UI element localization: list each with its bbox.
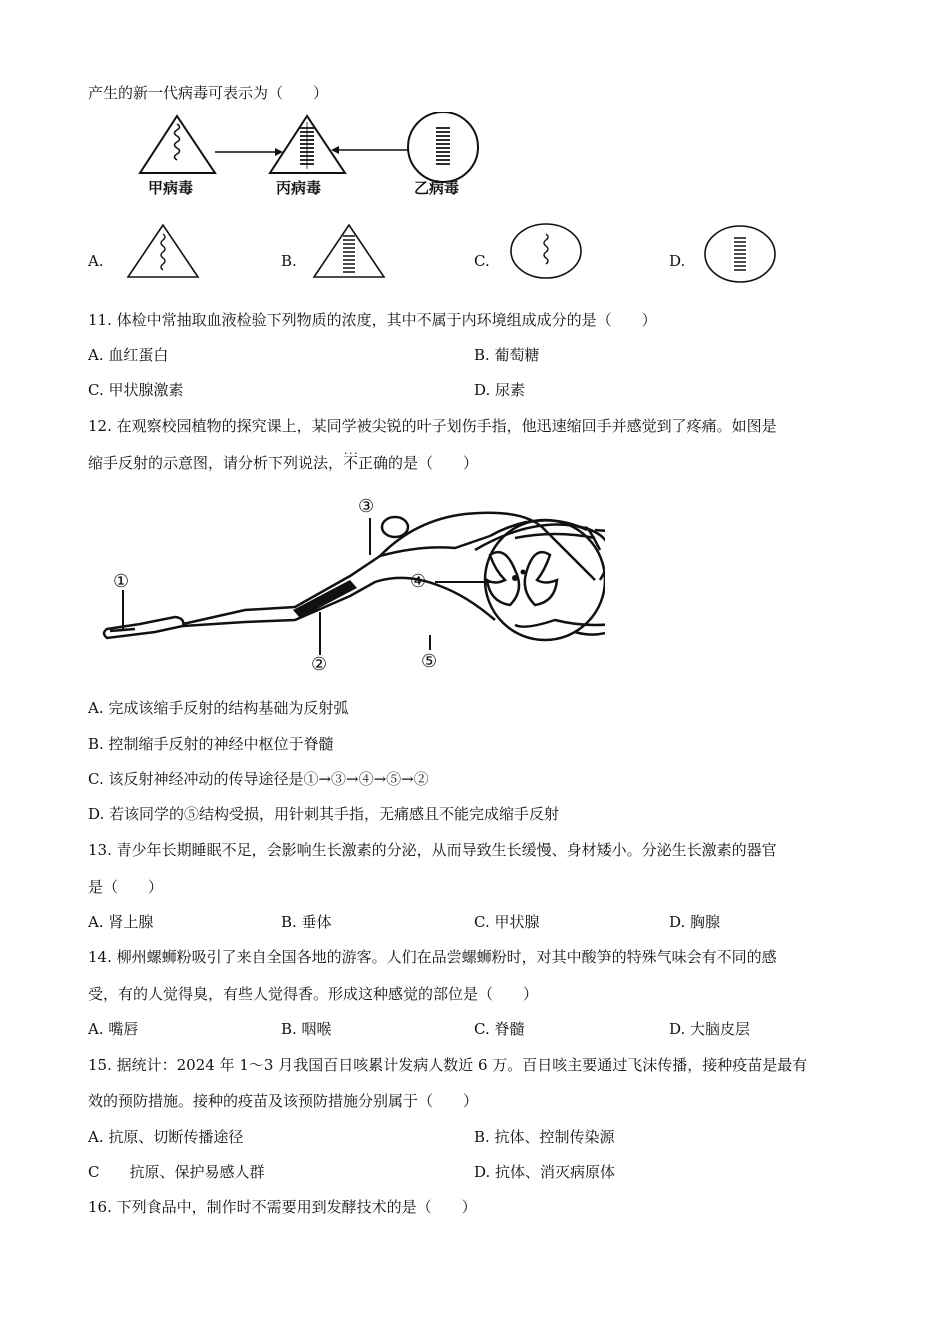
- diagram-label-5: ⑤: [421, 651, 438, 672]
- q15-option-d: D. 抗体、消灭病原体: [474, 1163, 616, 1181]
- q14-stem-line1: 14. 柳州螺蛳粉吸引了来自全国各地的游客。人们在品尝螺蛳粉时，对其中酸笋的特殊气味会有不同的感: [88, 948, 777, 966]
- q14-option-b: B. 咽喉: [281, 1020, 332, 1038]
- q13-option-b: B. 垂体: [281, 913, 332, 931]
- q12-stem-emphasis: · · · 不正确: [343, 453, 388, 473]
- q12-stem-pre: 缩手反射的示意图，请分析下列说法，: [88, 454, 344, 472]
- q15-stem-line1: 15. 据统计：2024 年 1～3 月我国百日咳累计发病人数近 6 万。百日咳主要通过飞沫传播，接种疫苗是最有: [88, 1056, 808, 1074]
- q13-stem-line2: 是（ ）: [88, 878, 164, 896]
- q13-option-c: C. 甲状腺: [474, 913, 540, 931]
- q13-option-d: D. 胸腺: [669, 913, 721, 931]
- q14-option-c: C. 脊髓: [474, 1020, 525, 1038]
- virus-yi: [408, 112, 478, 182]
- q13-stem-line1: 13. 青少年长期睡眠不足，会影响生长激素的分泌，从而导致生长缓慢、身材矮小。分泌生长激素的器官: [88, 841, 777, 859]
- q10-option-b-label: B.: [281, 252, 297, 270]
- virus-jia: [140, 116, 215, 173]
- q12-option-c: C. 该反射神经冲动的传导途径是①→③→④→⑤→②: [88, 770, 429, 788]
- q13-option-a: A. 肾上腺: [88, 913, 154, 931]
- label-bing: 丙病毒: [276, 179, 322, 197]
- q10-option-c-image: [508, 222, 584, 282]
- q12-option-a: A. 完成该缩手反射的结构基础为反射弧: [88, 699, 349, 717]
- reflex-arc-diagram: [95, 490, 605, 680]
- q15-option-c: C 抗原、保护易感人群: [88, 1163, 265, 1181]
- q12-stem-post: 的是（ ）: [388, 454, 479, 472]
- q10-option-d-image: [702, 224, 778, 286]
- q14-stem-line2: 受，有的人觉得臭，有些人觉得香。形成这种感觉的部位是（ ）: [88, 985, 539, 1003]
- q14-option-a: A. 嘴唇: [88, 1020, 139, 1038]
- q11-stem: 11. 体检中常抽取血液检验下列物质的浓度，其中不属于内环境组成成分的是（ ）: [88, 311, 657, 329]
- q12-option-b: B. 控制缩手反射的神经中枢位于脊髓: [88, 735, 334, 753]
- q15-stem-line2: 效的预防措施。接种的疫苗及该预防措施分别属于（ ）: [88, 1092, 479, 1110]
- diagram-label-3: ③: [358, 496, 375, 517]
- q10-option-c-label: C.: [474, 252, 490, 270]
- q12-stem-line1: 12. 在观察校园植物的探究课上，某同学被尖锐的叶子划伤手指，他迅速缩回手并感觉到了疼痛。如图是: [88, 417, 777, 435]
- q11-option-c: C. 甲状腺激素: [88, 381, 184, 399]
- diagram-label-4: ④: [410, 571, 427, 592]
- q10-option-b-image: [311, 222, 389, 280]
- q14-option-d: D. 大脑皮层: [669, 1020, 751, 1038]
- q12-option-d: D. 若该同学的⑤结构受损，用针刺其手指，无痛感且不能完成缩手反射: [88, 805, 560, 823]
- q11-option-d: D. 尿素: [474, 381, 526, 399]
- diagram-label-2: ②: [311, 654, 328, 675]
- q12-stem-line2: [88, 453, 478, 473]
- q10-stem: 产生的新一代病毒可表示为（ ）: [88, 84, 329, 102]
- q11-option-b: B. 葡萄糖: [474, 346, 540, 364]
- label-jia: 甲病毒: [148, 179, 194, 197]
- q15-option-a: A. 抗原、切断传播途径: [88, 1128, 244, 1146]
- label-yi: 乙病毒: [414, 179, 460, 197]
- virus-bing: [270, 116, 345, 173]
- q10-option-d-label: D.: [669, 252, 686, 270]
- q10-option-a-label: A.: [88, 252, 104, 270]
- q10-option-a-image: [125, 222, 203, 280]
- diagram-label-1: ①: [113, 571, 130, 592]
- q11-option-a: A. 血红蛋白: [88, 346, 169, 364]
- q16-stem: 16. 下列食品中，制作时不需要用到发酵技术的是（ ）: [88, 1198, 477, 1216]
- q15-option-b: B. 抗体、控制传染源: [474, 1128, 615, 1146]
